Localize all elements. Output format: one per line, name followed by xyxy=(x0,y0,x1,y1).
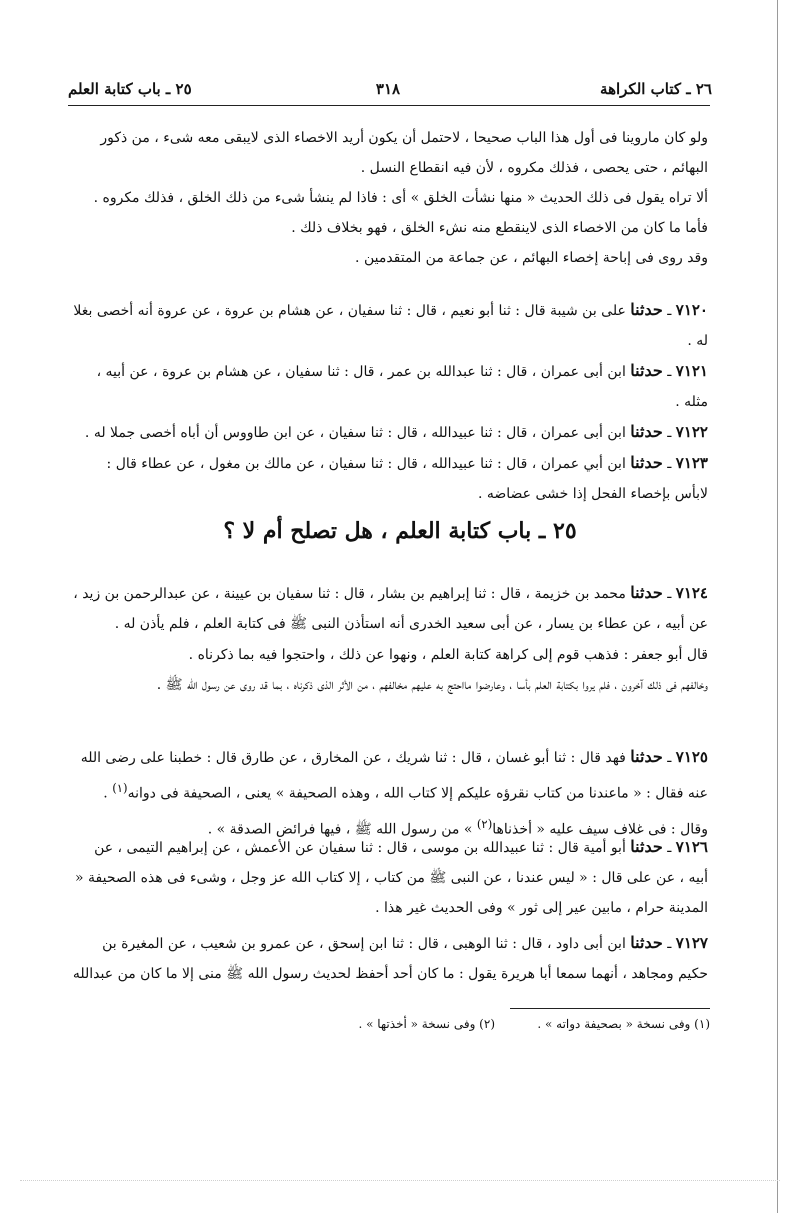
header-section: ٢٥ ـ باب كتابة العلم xyxy=(68,80,192,98)
paragraph: وخالفهم فى ذلك آخرون ، فلم يروا بكتابة العلم بأسا ، وعارضوا مااحتج به عليهم مخالفهم ، من الأثر الذى ذكرناه ، بما قد روى عن رسول الله ﷺ . xyxy=(156,677,708,693)
hadith-7120: ٧١٢٠ ـ حدثنا على بن شيبة قال : ثنا أبو نعيم ، قال : ثنا سفيان ، عن هشام بن عروة ، عن عروة أنه أخصى بغلا له . xyxy=(73,300,708,349)
footnote-rule xyxy=(510,1008,710,1009)
hadith-7121: ٧١٢١ ـ حدثنا ابن أبى عمران ، قال : ثنا عبدالله بن عمر ، قال : ثنا سفيان ، عن هشام بن عروة ، عن أبيه ، مثله . xyxy=(96,361,708,410)
hadith-word: حدثنا xyxy=(630,453,663,472)
hadith-word: حدثنا xyxy=(630,300,663,319)
page-number: ٣١٨ xyxy=(375,80,401,98)
header-chapter: ٢٦ ـ كتاب الكراهة xyxy=(600,80,712,98)
hadith-word: حدثنا xyxy=(630,583,663,602)
hadith-7124: ٧١٢٤ ـ حدثنا محمد بن خزيمة ، قال : ثنا إبراهيم بن بشار ، قال : ثنا سفيان بن عيينة ، عن عبدالرحمن بن زيد ، عن أبيه ، عن عطاء بن يسار ، عن أبى سعيد الخدرى أنه استأذن النبى ﷺ فى كتابة العلم ، فلم يأذن له . xyxy=(73,583,708,632)
opening-paragraphs xyxy=(72,123,708,273)
scan-dotted-line xyxy=(20,1180,780,1181)
hadith-word: حدثنا xyxy=(630,933,663,952)
paragraph: وقد روى فى إباحة إخصاء البهائم ، عن جماعة من المتقدمين . xyxy=(355,250,708,266)
commentary-paragraphs xyxy=(72,640,708,700)
page-edge-line xyxy=(777,0,778,1213)
hadith-7125: ٧١٢٥ ـ حدثنا فهد قال : ثنا أبو غسان ، قال : ثنا شريك ، عن المخارق ، عن طارق قال : خطبنا على رضى الله عنه فقال : « ماعندنا من كتاب نقرؤه عليكم إلا كتاب الله ، وهذه الصحيفة » يعنى ، الصحيفة فى دوانه$^{(١)}$ . وقال : فى غلاف سيف عليه « أخذناها$^{(٢)}$ » من رسول الله ﷺ ، فيها فرائض الصدقة » . xyxy=(80,747,708,838)
hadith-list-a xyxy=(72,295,708,509)
hadith-7126: ٧١٢٦ ـ حدثنا أبو أمية قال : ثنا عبيدالله بن موسى ، قال : ثنا سفيان عن الأعمش ، عن إبراهيم التيمى ، عن أبيه ، عن على قال : « ليس عندنا ، عن النبى ﷺ من كتاب ، إلا كتاب الله عز وجل ، وشىء فى هذه الصحيفة « المدينة حرام ، مابين عير إلى ثور » وفى الحديث غير هذا . xyxy=(75,837,708,916)
hadith-word: حدثنا xyxy=(630,747,663,766)
section-title: ٢٥ ـ باب كتابة العلم ، هل تصلح أم لا ؟ xyxy=(223,518,577,544)
paragraph: ولو كان ماروينا فى أول هذا الباب صحيحا ، لاحتمل أن يكون أريد الاخصاء الذى لايبقى معه شىء ، من ذكور البهائم ، حتى يحصى ، فذلك مكروه ، لأن فيه انقطاع النسل . xyxy=(100,130,708,176)
hadith-word: حدثنا xyxy=(630,837,663,856)
hadith-7123: ٧١٢٣ ـ حدثنا ابن أبي عمران ، قال : ثنا عبيدالله ، قال : ثنا سفيان ، عن مالك بن مغول ، عن عطاء قال : لابأس بإخصاء الفحل إذا خشى عضاضه . xyxy=(106,453,708,502)
footnote-1: (١) وفى نسخة « بصحيفة دواته » . xyxy=(537,1017,710,1031)
footnote-ref: (١) xyxy=(112,781,128,795)
paragraph: ألا تراه يقول فى ذلك الحديث « منها نشأت الخلق » أى : فاذا لم ينشأ شىء من ذلك الخلق ، فذلك مكروه . xyxy=(93,190,708,206)
footnote-ref: (٢) xyxy=(476,816,493,831)
running-header xyxy=(68,80,712,104)
paragraph: قال أبو جعفر : فذهب قوم إلى كراهة كتابة العلم ، ونهوا عن ذلك ، واحتجوا فيه بما ذكرناه . xyxy=(188,647,708,663)
hadith-word: حدثنا xyxy=(630,361,663,380)
hadith-7122: ٧١٢٢ ـ حدثنا ابن أبى عمران ، قال : ثنا عبيدالله ، قال : ثنا سفيان ، عن ابن طاووس أن أباه أخصى جملا له . xyxy=(84,422,708,441)
hadith-7127: ٧١٢٧ ـ حدثنا ابن أبى داود ، قال : ثنا الوهبى ، قال : ثنا ابن إسحق ، عن عمرو بن شعيب ، عن المغيرة بن حكيم ومجاهد ، أنهما سمعا أبا هريرة يقول : ما كان أحد أحفظ لحديث رسول الله ﷺ منى إلا ما كان من عبدالله xyxy=(72,933,708,982)
footnote-2: (٢) وفى نسخة « أخذتها » . xyxy=(358,1017,495,1031)
paragraph: فأما ما كان من الاخصاء الذى لاينقطع منه نشء الخلق ، فهو بخلاف ذلك . xyxy=(291,220,708,236)
header-rule xyxy=(68,105,710,106)
hadith-word: حدثنا xyxy=(630,422,663,441)
